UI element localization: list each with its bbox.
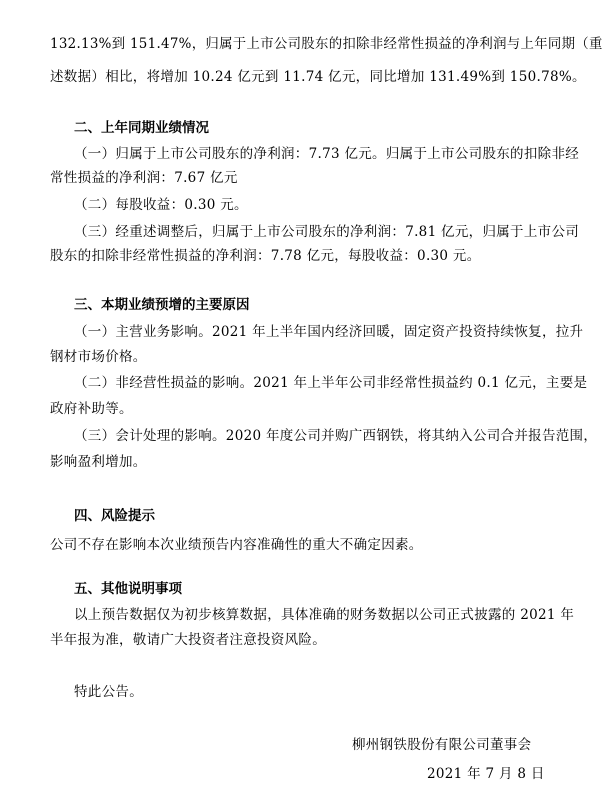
intro-line-2: 述数据）相比，将增加 10.24 亿元到 11.74 亿元，同比增加 131.49%到 150.78%。 <box>50 69 586 85</box>
reason-item-3-line-1: （三）会计处理的影响。2020 年度公司并购广西钢铁，将其纳入公司合并报告范围， <box>74 428 598 444</box>
section-heading-prior-period: 二、上年同期业绩情况 <box>74 120 209 136</box>
prior-item-1-line-2: 常性损益的净利润：7.67 亿元 <box>50 170 238 186</box>
other-text-line-1: 以上预告数据仅为初步核算数据，具体准确的财务数据以公司正式披露的 2021 年 <box>74 607 575 623</box>
prior-item-2: （二）每股收益：0.30 元。 <box>74 197 248 213</box>
prior-item-1-line-1: （一）归属于上市公司股东的净利润：7.73 亿元。归属于上市公司股东的扣除非经 <box>74 146 580 162</box>
reason-item-1-line-1: （一）主营业务影响。2021 年上半年国内经济回暖，固定资产投资持续恢复，拉升 <box>74 324 584 340</box>
intro-line-1: 132.13%到 151.47%，归属于上市公司股东的扣除非经常性损益的净利润与上年同期（重 <box>50 36 603 52</box>
announcement-closing: 特此公告。 <box>74 684 143 700</box>
signature-board: 柳州钢铁股份有限公司董事会 <box>352 737 532 753</box>
other-text-line-2: 半年报为准，敬请广大投资者注意投资风险。 <box>50 632 326 648</box>
section-heading-risk: 四、风险提示 <box>74 508 155 524</box>
reason-item-1-line-2: 钢材市场价格。 <box>50 349 147 365</box>
prior-item-3-line-1: （三）经重述调整后，归属于上市公司股东的净利润：7.81 亿元，归属于上市公司 <box>74 224 580 240</box>
section-heading-other: 五、其他说明事项 <box>74 581 182 597</box>
prior-item-3-line-2: 股东的扣除非经常性损益的净利润：7.78 亿元，每股收益：0.30 元。 <box>50 248 481 264</box>
announcement-date: 2021 年 7 月 8 日 <box>427 766 545 782</box>
section-heading-reasons: 三、本期业绩预增的主要原因 <box>74 297 250 313</box>
risk-text: 公司不存在影响本次业绩预告内容准确性的重大不确定因素。 <box>50 537 423 553</box>
reason-item-2-line-1: （二）非经营性损益的影响。2021 年上半年公司非经常性损益约 0.1 亿元，主要是 <box>74 375 588 391</box>
reason-item-3-line-2: 影响盈利增加。 <box>50 454 147 470</box>
reason-item-2-line-2: 政府补助等。 <box>50 401 133 417</box>
